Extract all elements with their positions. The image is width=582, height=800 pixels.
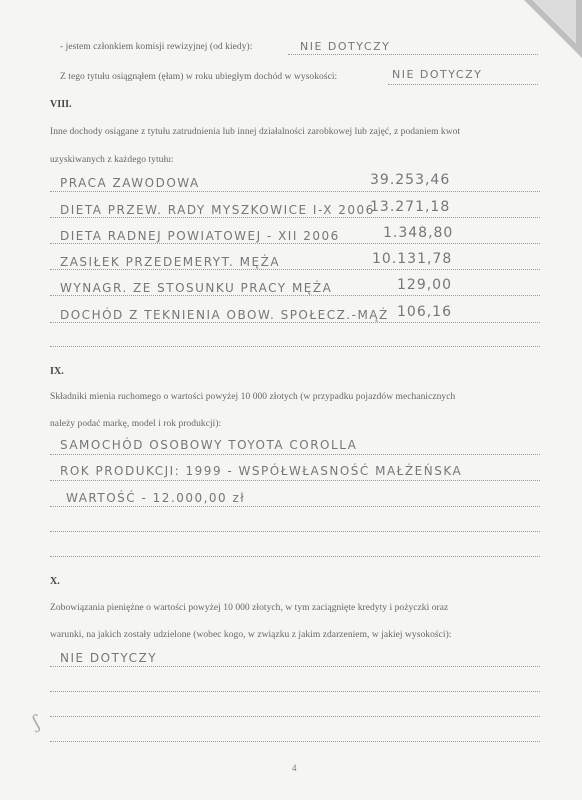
dotted-line [50,741,540,742]
income-entry-amount: 39.253,46 [370,172,451,188]
dotted-line [50,346,540,347]
section-viii-text-line1: Inne dochody osiągane z tytułu zatrudnienia lub innej działalności zarobkowej lub zajęć, z podaniem kwot [50,127,461,137]
dotted-line [50,691,540,692]
income-entry-desc: DOCHÓD Z TEKNIENIA OBOW. SPOŁECZ.-MĄŻ [60,308,389,322]
folded-corner-inner [532,0,576,44]
section-ix-heading: IX. [50,366,64,377]
movable-property-line: SAMOCHÓD OSOBOWY TOYOTA COROLLA [60,438,358,452]
dotted-line [50,666,540,667]
section-ix-text-line2: należy podać markę, model i rok produkcji): [50,419,222,429]
membership-dotted-line [288,54,538,55]
dotted-line [50,191,540,192]
dotted-line [50,243,540,244]
dotted-line [50,506,540,507]
income-answer: NIE DOTYCZY [392,68,483,81]
membership-label: - jestem członkiem komisji rewizyjnej (od kiedy): [60,42,253,52]
income-entry-amount: 1.348,80 [383,225,454,241]
income-entry-desc: DIETA PRZEW. RADY MYSZKOWICE I-X 2006 [60,203,375,217]
dotted-line [50,556,540,557]
dotted-line [50,295,540,296]
dotted-line [50,322,540,323]
income-dotted-line [388,84,538,85]
income-entry-desc: WYNAGR. ZE STOSUNKU PRACY MĘŻA [60,281,333,295]
section-x-text-line2: warunki, na jakich zostały udzielone (wobec kogo, w związku z jakim zdarzeniem, w jakiej wysokości): [50,630,452,640]
dotted-line [50,716,540,717]
section-viii-heading: VIII. [50,99,72,110]
section-ix-text-line1: Składniki mienia ruchomego o wartości powyżej 10 000 złotych (w przypadku pojazdów mechanicznych [50,392,456,402]
section-x-text-line1: Zobowiązania pieniężne o wartości powyżej 10 000 złotych, w tym zaciągnięte kredyty i pożyczki oraz [50,603,449,613]
membership-answer: NIE DOTYCZY [300,40,391,53]
movable-property-line: WARTOŚĆ - 12.000,00 zł [66,491,246,505]
dotted-line [50,454,540,455]
income-entry-desc: DIETA RADNEJ POWIATOWEJ - XII 2006 [60,229,340,243]
income-entry-desc: ZASIŁEK PRZEDEMERYT. MĘŻA [60,255,281,269]
dotted-line [50,531,540,532]
movable-property-line: ROK PRODUKCJI: 1999 - WSPÓŁWŁASNOŚĆ MAŁŻEŃSKA [60,464,463,478]
income-entry-amount: 106,16 [397,304,452,320]
margin-scribble-mark: ʃ [30,711,43,734]
dotted-line [50,217,540,218]
dotted-line [50,480,540,481]
income-entry-amount: 129,00 [397,277,452,293]
income-entry-amount: 13.271,18 [370,199,451,215]
income-entry-amount: 10.131,78 [372,251,453,267]
section-viii-text-line2: uzyskiwanych z każdego tytułu: [50,155,174,165]
income-entry-desc: PRACA ZAWODOWA [60,176,200,190]
page-number: 4 [292,763,297,773]
dotted-line [50,269,540,270]
liabilities-answer: NIE DOTYCZY [60,651,158,665]
section-x-heading: X. [50,576,60,587]
income-label: Z tego tytułu osiągnąłem (ęłam) w roku ubiegłym dochód w wysokości: [60,72,338,82]
